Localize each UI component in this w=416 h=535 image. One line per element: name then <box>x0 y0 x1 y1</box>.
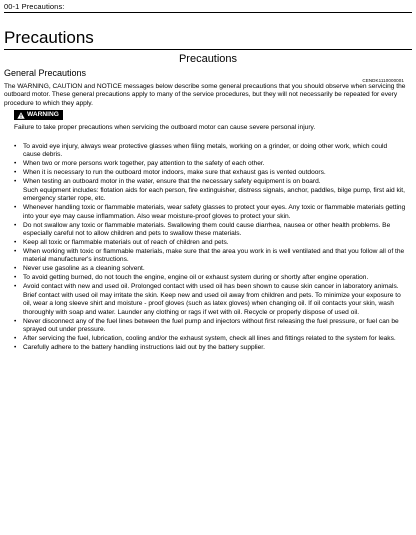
list-item <box>14 169 406 177</box>
list-item <box>14 143 406 160</box>
bullet-glyph: • <box>14 143 17 150</box>
warning-lead-text: Failure to take proper precautions when servicing the outboard motor can cause severe personal injury. <box>14 124 316 131</box>
list-item-text: When working with toxic or flammable materials, make sure that the area you work in is well ventilated and that you follow all of the material manufacturer's instructions. <box>23 248 405 264</box>
list-item <box>14 160 406 168</box>
bullet-glyph: • <box>14 265 17 273</box>
list-item-text: After servicing the fuel, lubrication, cooling and/or the exhaust system, check all lines and fittings related to the system for leaks. <box>23 335 396 343</box>
list-item-text: When it is necessary to run the outboard motor indoors, make sure that exhaust gas is vented outdoors. <box>23 169 326 177</box>
list-item <box>14 178 406 203</box>
list-item <box>14 204 406 221</box>
header-rule <box>4 12 412 13</box>
bullet-glyph: • <box>14 283 17 291</box>
warning-badge <box>14 110 63 120</box>
list-item-text: Do not swallow any toxic or flammable materials. Swallowing them could cause diarrhea, nausea or other health problems. Be especially careful not to allow children and pets to swallow these materials. <box>23 221 391 238</box>
warning-label: WARNING <box>27 111 59 118</box>
list-item-text: When two or more persons work together, pay attention to the safety of each other. <box>23 160 265 168</box>
page-title: Precautions <box>4 28 94 47</box>
document-code: CENDK1110000001 <box>362 78 404 83</box>
list-item-text: Keep all toxic or flammable materials out of reach of children and pets. <box>23 239 229 247</box>
list-item <box>14 335 406 343</box>
bullet-glyph: • <box>14 317 17 325</box>
bullet-glyph: • <box>14 344 17 352</box>
list-item-text: To avoid eye injury, always wear protective glasses when filing metals, working on a grinder, or doing other work, which could cause debris. <box>23 143 388 159</box>
title-rule <box>4 49 412 50</box>
bullet-glyph: • <box>14 248 17 256</box>
list-item <box>14 344 406 352</box>
bullet-glyph: • <box>14 204 17 212</box>
list-item-text: When testing an outboard motor in the water, ensure that the necessary safety equipment is on board. <box>23 178 321 186</box>
list-item-text: Whenever handling toxic or flammable materials, wear safety glasses to protect your eyes. Any toxic or flammable materials getting into your eye may cause inflammation. Also wear moisture-proof gloves to protect your skin. <box>23 204 406 220</box>
intro-paragraph: The WARNING, CAUTION and NOTICE messages below describe some general precautions that you should observe when servicing the outboard motor. These general precautions apply to many of the service procedures, but they will not necessarily be repeated for every procedure to which they apply. <box>4 83 406 107</box>
bullet-glyph: • <box>14 221 17 229</box>
bullet-glyph: • <box>14 274 17 282</box>
list-item <box>14 283 406 317</box>
list-item-text: To avoid getting burned, do not touch the engine, engine oil or exhaust system during or shortly after engine operation. <box>23 274 369 282</box>
list-item-extra-text: Such equipment includes: flotation aids for each person, fire extinguisher, distress signals, anchor, paddles, bilge pump, first aid kit, emergency starter rope, etc. <box>23 186 405 203</box>
list-item <box>14 318 406 335</box>
list-item-text: Avoid contact with new and used oil. Prolonged contact with used oil has been shown to cause skin cancer in laboratory animals. Brief contact with used oil may irritate the skin. Keep new and used oil away from children and pets. To minimize your exposure to oil, wear a long sleeve shirt and moisture - proof gloves (such as latex gloves) when changing oil. If oil contacts your skin, wash thoroughly with soap and water. Launder any clothing or rags if wet with oil. Recycle or properly dispose of used oil. <box>23 283 401 316</box>
list-item <box>14 239 406 247</box>
warning-bullet-list <box>14 143 406 353</box>
subsection-title: General Precautions <box>4 68 87 78</box>
running-header: 00-1 Precautions: <box>4 2 65 11</box>
bullet-glyph: • <box>14 335 17 343</box>
bullet-glyph: • <box>14 239 17 247</box>
list-item-text: Carefully adhere to the battery handling instructions laid out by the battery supplier. <box>23 344 265 352</box>
section-title: Precautions <box>178 53 238 65</box>
list-item <box>14 274 406 282</box>
bullet-glyph: • <box>14 169 17 177</box>
list-item <box>14 265 406 273</box>
warning-triangle-icon <box>17 112 25 119</box>
list-item <box>14 248 406 265</box>
bullet-glyph: • <box>14 160 17 168</box>
list-item-text: Never use gasoline as a cleaning solvent. <box>23 265 145 273</box>
list-item <box>14 222 406 239</box>
bullet-glyph: • <box>14 178 17 186</box>
list-item-text: Never disconnect any of the fuel lines between the fuel pump and injectors without first releasing the fuel pressure, or fuel can be sprayed out under pressure. <box>23 317 399 334</box>
